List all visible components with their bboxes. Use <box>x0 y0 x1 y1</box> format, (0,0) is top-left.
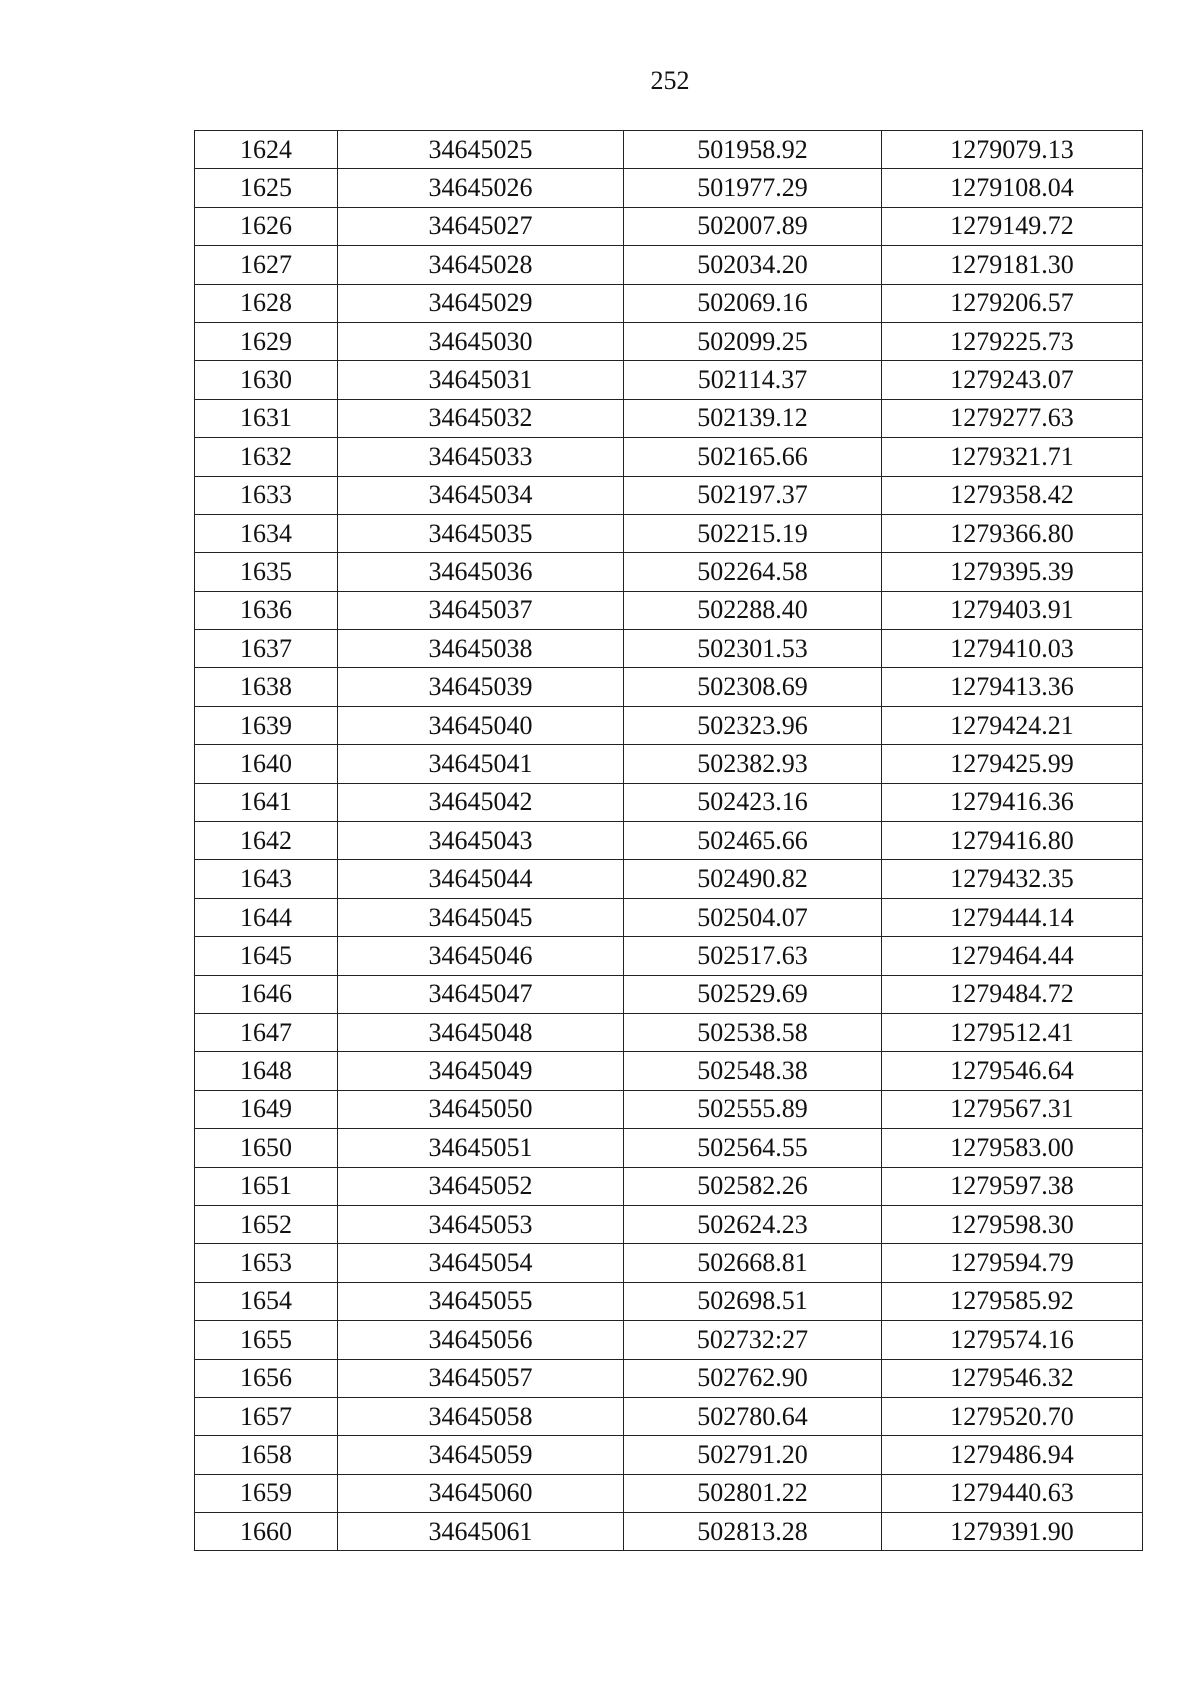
row-index-cell: 1638 <box>195 668 338 706</box>
y-coordinate-cell: 1279395.39 <box>882 553 1143 591</box>
x-coordinate-cell: 502382.93 <box>624 745 882 783</box>
y-coordinate-cell: 1279079.13 <box>882 131 1143 169</box>
x-coordinate-cell: 501958.92 <box>624 131 882 169</box>
point-id-cell: 34645044 <box>338 860 624 898</box>
row-index-cell: 1627 <box>195 246 338 284</box>
x-coordinate-cell: 502624.23 <box>624 1205 882 1243</box>
x-coordinate-cell: 502288.40 <box>624 591 882 629</box>
row-index-cell: 1650 <box>195 1129 338 1167</box>
y-coordinate-cell: 1279424.21 <box>882 706 1143 744</box>
point-id-cell: 34645042 <box>338 783 624 821</box>
point-id-cell: 34645051 <box>338 1129 624 1167</box>
table-row <box>195 1321 1143 1359</box>
table-row <box>195 898 1143 936</box>
table-row <box>195 1397 1143 1435</box>
y-coordinate-cell: 1279512.41 <box>882 1013 1143 1051</box>
table-row <box>195 822 1143 860</box>
y-coordinate-cell: 1279585.92 <box>882 1282 1143 1320</box>
x-coordinate-cell: 502582.26 <box>624 1167 882 1205</box>
y-coordinate-cell: 1279486.94 <box>882 1436 1143 1474</box>
x-coordinate-cell: 502504.07 <box>624 898 882 936</box>
row-index-cell: 1640 <box>195 745 338 783</box>
table-row <box>195 476 1143 514</box>
table-row <box>195 1205 1143 1243</box>
row-index-cell: 1648 <box>195 1052 338 1090</box>
row-index-cell: 1653 <box>195 1244 338 1282</box>
y-coordinate-cell: 1279574.16 <box>882 1321 1143 1359</box>
x-coordinate-cell: 502668.81 <box>624 1244 882 1282</box>
y-coordinate-cell: 1279520.70 <box>882 1397 1143 1435</box>
y-coordinate-cell: 1279425.99 <box>882 745 1143 783</box>
row-index-cell: 1647 <box>195 1013 338 1051</box>
point-id-cell: 34645061 <box>338 1513 624 1551</box>
x-coordinate-cell: 502215.19 <box>624 514 882 552</box>
point-id-cell: 34645028 <box>338 246 624 284</box>
page-number: 252 <box>650 66 690 95</box>
table-row <box>195 322 1143 360</box>
y-coordinate-cell: 1279225.73 <box>882 322 1143 360</box>
row-index-cell: 1635 <box>195 553 338 591</box>
x-coordinate-cell: 502732:27 <box>624 1321 882 1359</box>
table-row <box>195 169 1143 207</box>
table-row <box>195 1436 1143 1474</box>
table-row <box>195 1052 1143 1090</box>
x-coordinate-cell: 501977.29 <box>624 169 882 207</box>
point-id-cell: 34645027 <box>338 207 624 245</box>
x-coordinate-cell: 502114.37 <box>624 361 882 399</box>
x-coordinate-cell: 502538.58 <box>624 1013 882 1051</box>
row-index-cell: 1655 <box>195 1321 338 1359</box>
row-index-cell: 1654 <box>195 1282 338 1320</box>
y-coordinate-cell: 1279206.57 <box>882 284 1143 322</box>
table-row <box>195 745 1143 783</box>
row-index-cell: 1651 <box>195 1167 338 1205</box>
y-coordinate-cell: 1279440.63 <box>882 1474 1143 1512</box>
point-id-cell: 34645050 <box>338 1090 624 1128</box>
row-index-cell: 1625 <box>195 169 338 207</box>
table-row <box>195 706 1143 744</box>
row-index-cell: 1629 <box>195 322 338 360</box>
x-coordinate-cell: 502069.16 <box>624 284 882 322</box>
y-coordinate-cell: 1279444.14 <box>882 898 1143 936</box>
point-id-cell: 34645054 <box>338 1244 624 1282</box>
x-coordinate-cell: 502197.37 <box>624 476 882 514</box>
point-id-cell: 34645056 <box>338 1321 624 1359</box>
point-id-cell: 34645053 <box>338 1205 624 1243</box>
y-coordinate-cell: 1279416.80 <box>882 822 1143 860</box>
point-id-cell: 34645033 <box>338 438 624 476</box>
x-coordinate-cell: 502165.66 <box>624 438 882 476</box>
y-coordinate-cell: 1279583.00 <box>882 1129 1143 1167</box>
point-id-cell: 34645058 <box>338 1397 624 1435</box>
row-index-cell: 1658 <box>195 1436 338 1474</box>
row-index-cell: 1639 <box>195 706 338 744</box>
point-id-cell: 34645041 <box>338 745 624 783</box>
row-index-cell: 1656 <box>195 1359 338 1397</box>
point-id-cell: 34645052 <box>338 1167 624 1205</box>
x-coordinate-cell: 502323.96 <box>624 706 882 744</box>
y-coordinate-cell: 1279413.36 <box>882 668 1143 706</box>
x-coordinate-cell: 502564.55 <box>624 1129 882 1167</box>
point-id-cell: 34645035 <box>338 514 624 552</box>
table-row <box>195 553 1143 591</box>
point-id-cell: 34645043 <box>338 822 624 860</box>
row-index-cell: 1657 <box>195 1397 338 1435</box>
point-id-cell: 34645060 <box>338 1474 624 1512</box>
y-coordinate-cell: 1279484.72 <box>882 975 1143 1013</box>
point-id-cell: 34645049 <box>338 1052 624 1090</box>
row-index-cell: 1636 <box>195 591 338 629</box>
x-coordinate-cell: 502548.38 <box>624 1052 882 1090</box>
y-coordinate-cell: 1279181.30 <box>882 246 1143 284</box>
table-row <box>195 1090 1143 1128</box>
y-coordinate-cell: 1279410.03 <box>882 630 1143 668</box>
x-coordinate-cell: 502139.12 <box>624 399 882 437</box>
table-row <box>195 1129 1143 1167</box>
point-id-cell: 34645048 <box>338 1013 624 1051</box>
point-id-cell: 34645034 <box>338 476 624 514</box>
point-id-cell: 34645030 <box>338 322 624 360</box>
x-coordinate-cell: 502264.58 <box>624 553 882 591</box>
point-id-cell: 34645040 <box>338 706 624 744</box>
x-coordinate-cell: 502517.63 <box>624 937 882 975</box>
y-coordinate-cell: 1279597.38 <box>882 1167 1143 1205</box>
point-id-cell: 34645037 <box>338 591 624 629</box>
table-row <box>195 783 1143 821</box>
row-index-cell: 1634 <box>195 514 338 552</box>
table-row <box>195 1513 1143 1551</box>
row-index-cell: 1628 <box>195 284 338 322</box>
x-coordinate-cell: 502099.25 <box>624 322 882 360</box>
x-coordinate-cell: 502555.89 <box>624 1090 882 1128</box>
row-index-cell: 1624 <box>195 131 338 169</box>
y-coordinate-cell: 1279416.36 <box>882 783 1143 821</box>
point-id-cell: 34645055 <box>338 1282 624 1320</box>
point-id-cell: 34645038 <box>338 630 624 668</box>
table-row <box>195 1282 1143 1320</box>
point-id-cell: 34645036 <box>338 553 624 591</box>
point-id-cell: 34645039 <box>338 668 624 706</box>
point-id-cell: 34645046 <box>338 937 624 975</box>
y-coordinate-cell: 1279243.07 <box>882 361 1143 399</box>
row-index-cell: 1642 <box>195 822 338 860</box>
y-coordinate-cell: 1279464.44 <box>882 937 1143 975</box>
point-id-cell: 34645032 <box>338 399 624 437</box>
x-coordinate-cell: 502465.66 <box>624 822 882 860</box>
table-row <box>195 131 1143 169</box>
x-coordinate-cell: 502801.22 <box>624 1474 882 1512</box>
y-coordinate-cell: 1279546.32 <box>882 1359 1143 1397</box>
y-coordinate-cell: 1279108.04 <box>882 169 1143 207</box>
table-row <box>195 860 1143 898</box>
row-index-cell: 1660 <box>195 1513 338 1551</box>
y-coordinate-cell: 1279567.31 <box>882 1090 1143 1128</box>
row-index-cell: 1652 <box>195 1205 338 1243</box>
row-index-cell: 1659 <box>195 1474 338 1512</box>
y-coordinate-cell: 1279403.91 <box>882 591 1143 629</box>
table-row <box>195 284 1143 322</box>
table-row <box>195 630 1143 668</box>
row-index-cell: 1644 <box>195 898 338 936</box>
x-coordinate-cell: 502698.51 <box>624 1282 882 1320</box>
table-row <box>195 591 1143 629</box>
point-id-cell: 34645029 <box>338 284 624 322</box>
table-row <box>195 1244 1143 1282</box>
x-coordinate-cell: 502034.20 <box>624 246 882 284</box>
table-row <box>195 668 1143 706</box>
y-coordinate-cell: 1279598.30 <box>882 1205 1143 1243</box>
row-index-cell: 1649 <box>195 1090 338 1128</box>
row-index-cell: 1631 <box>195 399 338 437</box>
point-id-cell: 34645026 <box>338 169 624 207</box>
row-index-cell: 1626 <box>195 207 338 245</box>
x-coordinate-cell: 502301.53 <box>624 630 882 668</box>
y-coordinate-cell: 1279321.71 <box>882 438 1143 476</box>
row-index-cell: 1643 <box>195 860 338 898</box>
row-index-cell: 1641 <box>195 783 338 821</box>
y-coordinate-cell: 1279358.42 <box>882 476 1143 514</box>
x-coordinate-cell: 502007.89 <box>624 207 882 245</box>
table-row <box>195 514 1143 552</box>
point-id-cell: 34645057 <box>338 1359 624 1397</box>
x-coordinate-cell: 502813.28 <box>624 1513 882 1551</box>
table-row <box>195 438 1143 476</box>
table-row <box>195 937 1143 975</box>
table-row <box>195 1167 1143 1205</box>
y-coordinate-cell: 1279149.72 <box>882 207 1143 245</box>
y-coordinate-cell: 1279432.35 <box>882 860 1143 898</box>
point-id-cell: 34645045 <box>338 898 624 936</box>
table-row <box>195 975 1143 1013</box>
point-id-cell: 34645059 <box>338 1436 624 1474</box>
point-id-cell: 34645025 <box>338 131 624 169</box>
y-coordinate-cell: 1279546.64 <box>882 1052 1143 1090</box>
row-index-cell: 1637 <box>195 630 338 668</box>
x-coordinate-cell: 502490.82 <box>624 860 882 898</box>
x-coordinate-cell: 502308.69 <box>624 668 882 706</box>
x-coordinate-cell: 502780.64 <box>624 1397 882 1435</box>
point-id-cell: 34645047 <box>338 975 624 1013</box>
row-index-cell: 1632 <box>195 438 338 476</box>
x-coordinate-cell: 502791.20 <box>624 1436 882 1474</box>
table-row <box>195 207 1143 245</box>
table-row <box>195 246 1143 284</box>
y-coordinate-cell: 1279391.90 <box>882 1513 1143 1551</box>
point-id-cell: 34645031 <box>338 361 624 399</box>
table-row <box>195 1013 1143 1051</box>
x-coordinate-cell: 502762.90 <box>624 1359 882 1397</box>
table-row <box>195 1474 1143 1512</box>
x-coordinate-cell: 502423.16 <box>624 783 882 821</box>
table-row <box>195 399 1143 437</box>
row-index-cell: 1633 <box>195 476 338 514</box>
coordinates-table <box>194 130 1143 1551</box>
y-coordinate-cell: 1279277.63 <box>882 399 1143 437</box>
row-index-cell: 1646 <box>195 975 338 1013</box>
y-coordinate-cell: 1279366.80 <box>882 514 1143 552</box>
table-row <box>195 1359 1143 1397</box>
y-coordinate-cell: 1279594.79 <box>882 1244 1143 1282</box>
x-coordinate-cell: 502529.69 <box>624 975 882 1013</box>
table-body <box>195 131 1143 1551</box>
table-row <box>195 361 1143 399</box>
row-index-cell: 1630 <box>195 361 338 399</box>
row-index-cell: 1645 <box>195 937 338 975</box>
